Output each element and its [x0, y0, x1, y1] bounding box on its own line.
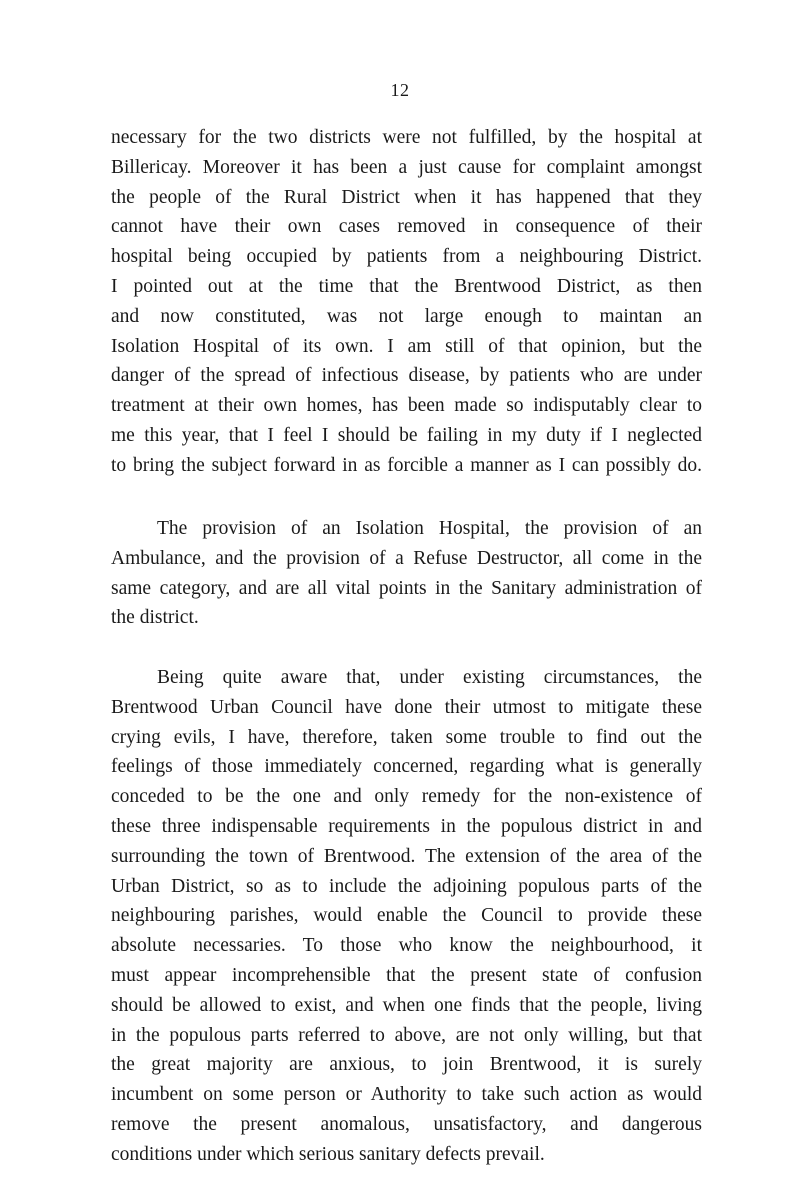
- text-line: incumbent on some person or Authority to take such action as would: [111, 1084, 702, 1106]
- text-line: Brentwood Urban Council have done their utmost to mitigate these: [111, 696, 702, 718]
- text-line: should be allowed to exist, and when one finds that the people, living: [111, 994, 702, 1016]
- text-line: the great majority are anxious, to join Brentwood, it is surely: [111, 1054, 702, 1076]
- text-line: these three indispensable requirements in the populous district in and: [111, 815, 702, 837]
- text-line: remove the present anomalous, unsatisfactory, and dangerous: [111, 1113, 702, 1135]
- text-line: The provision of an Isolation Hospital, the provision of an: [157, 518, 702, 539]
- text-line: me this year, that I feel I should be failing in my duty if I neglected: [111, 424, 702, 446]
- text-line: and now constituted, was not large enough to maintan an: [111, 305, 702, 327]
- text-line: necessary for the two districts were not fulfilled, by the hospital at: [111, 127, 702, 148]
- text-line: danger of the spread of infectious disease, by patients who are under: [111, 365, 702, 387]
- text-line: treatment at their own homes, has been made so indisputably clear to: [111, 395, 702, 417]
- text-line: Ambulance, and the provision of a Refuse Destructor, all come in the: [111, 547, 702, 569]
- page-number: 12: [390, 80, 410, 100]
- text-line: conceded to be the one and only remedy for the non-existence of: [111, 786, 702, 808]
- text-line: the people of the Rural District when it has happened that they: [111, 186, 702, 208]
- text-line: same category, and are all vital points in the Sanitary administration of: [111, 577, 702, 599]
- paragraph-1: [111, 123, 702, 481]
- text-line: feelings of those immediately concerned, regarding what is generally: [111, 756, 702, 778]
- paragraph-3: [111, 663, 702, 1170]
- text-line: Urban District, so as to include the adjoining populous parts of the: [111, 875, 702, 897]
- text-line: to bring the subject forward in as forcible a manner as I can possibly do.: [111, 454, 702, 476]
- text-line: absolute necessaries. To those who know the neighbourhood, it: [111, 935, 702, 957]
- text-line: Billericay. Moreover it has been a just cause for complaint amongst: [111, 156, 702, 178]
- text-line: Being quite aware that, under existing circumstances, the: [157, 667, 702, 688]
- text-line: hospital being occupied by patients from a neighbouring District.: [111, 246, 702, 268]
- text-line: I pointed out at the time that the Brentwood District, as then: [111, 275, 702, 297]
- text-line: conditions under which serious sanitary defects prevail.: [111, 1143, 545, 1165]
- text-line: neighbouring parishes, would enable the Council to provide these: [111, 905, 702, 927]
- text-line: the district.: [111, 607, 199, 629]
- text-line: Isolation Hospital of its own. I am still of that opinion, but the: [111, 335, 702, 357]
- text-line: in the populous parts referred to above, are not only willing, but that: [111, 1024, 702, 1046]
- text-line: surrounding the town of Brentwood. The extension of the area of the: [111, 845, 702, 867]
- paragraph-2: [111, 514, 702, 633]
- text-line: cannot have their own cases removed in consequence of their: [111, 216, 702, 238]
- text-line: crying evils, I have, therefore, taken some trouble to find out the: [111, 726, 702, 748]
- text-line: must appear incomprehensible that the present state of confusion: [111, 964, 702, 986]
